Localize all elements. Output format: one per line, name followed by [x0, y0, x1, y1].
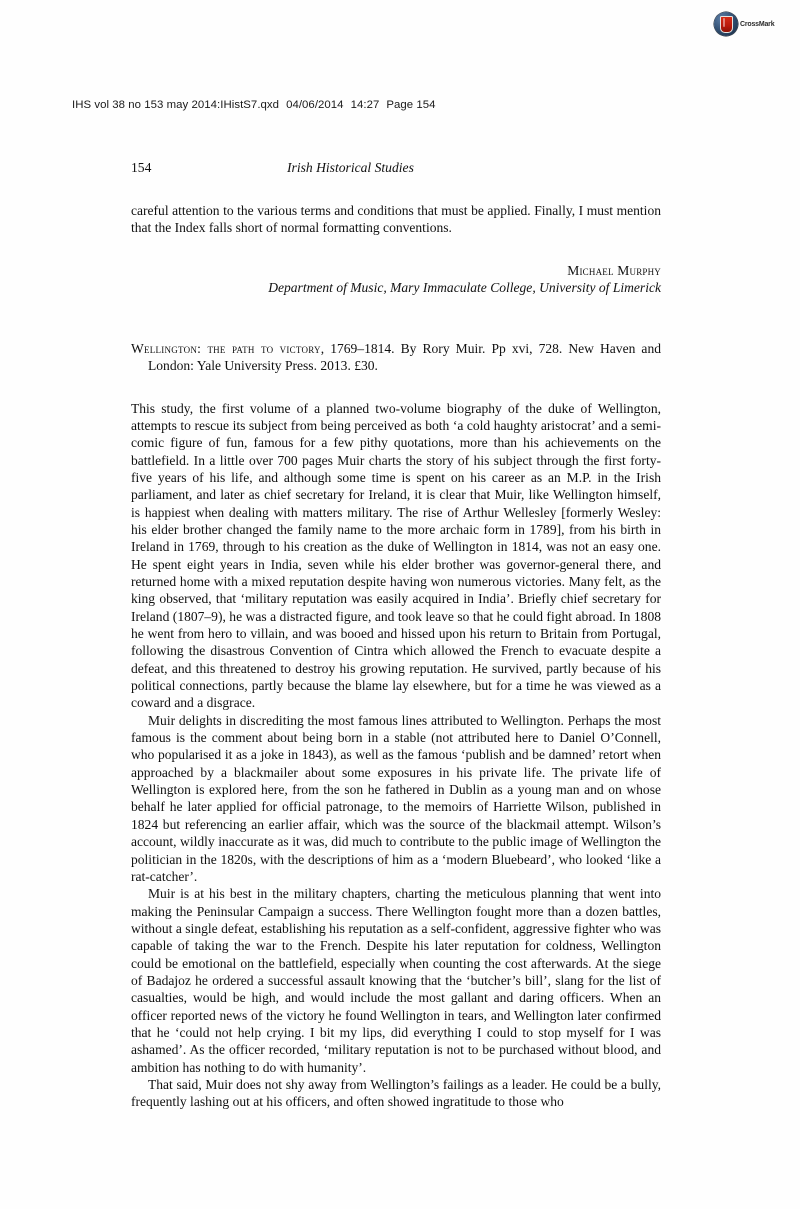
crossmark-badge[interactable] [714, 11, 786, 37]
previous-review-paragraph: careful attention to the various terms and conditions that must be applied. Finally, I must mention that the Index falls short of normal formatting conventions. [131, 203, 661, 236]
review-signature [131, 262, 661, 297]
review-affiliation: Department of Music, Mary Immaculate College, University of Limerick [268, 280, 661, 296]
production-date: 04/06/2014 [286, 99, 344, 111]
review-paragraph: That said, Muir does not shy away from Wellington’s failings as a leader. He could be a bully, frequently lashing out at his officers, and often showed ingratitude to those who [131, 1076, 661, 1110]
review-author: Michael Murphy [567, 262, 661, 278]
book-title: Wellington: the path to victory [131, 340, 321, 356]
production-page-label: Page 154 [386, 99, 436, 111]
crossmark-shield-icon [720, 16, 733, 33]
review-body [131, 400, 661, 1111]
production-header [72, 99, 436, 111]
page-number: 154 [131, 160, 152, 175]
production-time: 14:27 [350, 99, 380, 111]
crossmark-icon [714, 12, 738, 36]
production-file: IHS vol 38 no 153 may 2014:IHistS7.qxd [72, 99, 280, 111]
review-paragraph: Muir delights in discrediting the most famous lines attributed to Wellington. Perhaps the most famous is the comment about being born in a stable (not attributed here to Daniel O’Connell, who popularised it as a joke in 1843), as well as the famous ‘publish and be damned’ retort when approached by a blackmailer about some exposures in his private life. The private life of Wellington is explored here, from the son he fathered in Dublin as a young man and on whose behalf he later applied for official patronage, to the memoirs of Harriette Wilson, published in 1824 but referencing an earlier affair, which was the source of the blackmail attempt. Wilson’s account, wildly inaccurate as it was, did much to contribute to the public image of Wellington the politician in the 1820s, with the descriptions of him as a ‘modern Bluebeard’, who looked ‘like a rat-catcher’. [131, 712, 661, 884]
running-head [131, 160, 661, 177]
book-citation-details: , 1769–1814. By Rory Muir. Pp xvi, 728. New Haven and London: Yale University Press. 2013. £30. [148, 340, 661, 374]
crossmark-label: CrossMark [740, 20, 775, 28]
review-paragraph: This study, the first volume of a planned two-volume biography of the duke of Wellington, attempts to rescue its subject from being perceived as both ‘a cold haughty aristocrat’ and a semi-comic figure of fun, famous for a few pithy quotations, more than his achievements on the battlefield. In a little over 700 pages Muir charts the story of his subject through the first forty-five years of his life, and although some time is spent on his career as an M.P. in the Irish parliament, and later as chief secretary for Ireland, it is clear that Muir, like Wellington himself, is happiest when dealing with matters military. The rise of Arthur Wellesley [formerly Wesley: his elder brother changed the family name to the more archaic form in 1789], from his birth in Ireland in 1769, through to his creation as the duke of Wellington in 1814, was not an easy one. He spent eight years in India, seven while his elder brother was governor-general there, and returned home with a mixed reputation despite having won numerous victories. Many felt, as the king observed, that ‘military reputation was easily acquired in India’. Briefly chief secretary for Ireland (1807–9), he was a distracted figure, and took leave so that he could fight abroad. In 1808 he went from hero to villain, and was booed and hissed upon his return to Britain from Portugal, following the disastrous Convention of Cintra which allowed the French to evacuate despite a defeat, and this threatened to destroy his growing reputation. He survived, partly because of his political connections, partly because the blame lay elsewhere, but for a time he was viewed as a coward and a disgrace. [131, 400, 661, 711]
book-citation [131, 340, 661, 375]
review-paragraph: Muir is at his best in the military chapters, charting the meticulous planning that went into making the Peninsular Campaign a success. There Wellington fought more than a dozen battles, without a single defeat, establishing his reputation as a self-confident, aggressive fighter who was capable of taking the war to the French. Despite his later reputation for coldness, Wellington could be emotional on the battlefield, especially when counting the cost afterwards. At the siege of Badajoz he ordered a successful assault knowing that the ‘butcher’s bill’, slang for the list of casualties, would be high, and would include the most gallant and daring officers. When an officer reported news of the victory he found Wellington in tears, and Wellington later confirmed that he ‘could not help crying. I bit my lips, did everything I could to stop myself for I was ashamed’. As the officer recorded, ‘military reputation is not to be purchased without blood, and ambition has nothing to do with humanity’. [131, 886, 661, 1075]
journal-title: Irish Historical Studies [287, 160, 414, 175]
page-content [131, 160, 661, 1111]
